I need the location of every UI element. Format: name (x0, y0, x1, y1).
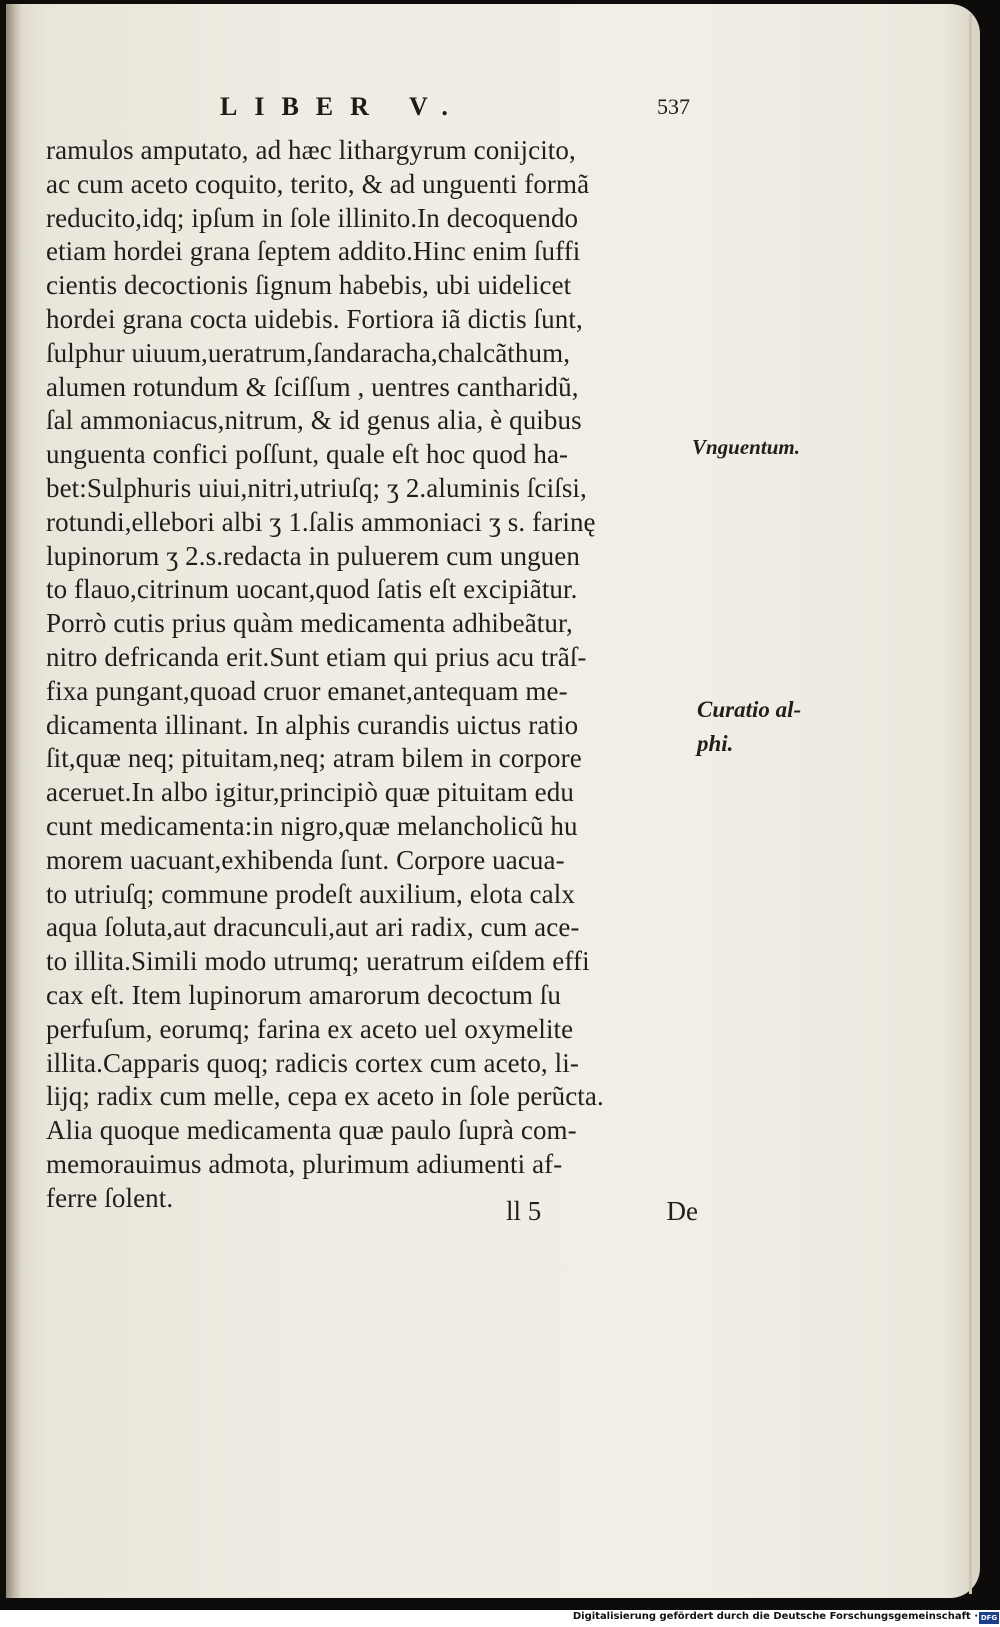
text-line: ferre ſolent. (46, 1182, 174, 1213)
margin-note-curatio-line-2: phi. (697, 731, 734, 756)
text-line: aceruet.In albo igitur,principiò quæ pituitam edu (46, 777, 574, 808)
text-line: memorauimus admota, plurimum adiumenti af- (46, 1148, 563, 1179)
text-line: ramulos amputato, ad hæc lithargyrum conijcito, (46, 135, 576, 165)
text-line: ſit,quæ neq; pituitam,neq; atram bilem in corpore (46, 743, 582, 774)
folio-number: 537 (657, 94, 690, 119)
running-head: LIBER V. (220, 92, 465, 121)
page-edge (969, 14, 972, 1594)
text-line: to flauo,citrinum uocant,quod ſatis eſt excipiãtur. (46, 574, 578, 605)
body-text (46, 134, 696, 1216)
page-spine-shadow (6, 4, 22, 1598)
text-line: to illita.Simili modo utrumq; ueratrum eiſdem effi (46, 946, 590, 977)
text-line: illita.Capparis quoq; radicis cortex cum aceto, li- (46, 1047, 579, 1078)
text-line: Alia quoque medicamenta quæ paulo ſuprà com- (46, 1115, 577, 1146)
digitization-credit-bar (0, 1610, 1000, 1627)
text-line: aqua ſoluta,aut dracunculi,aut ari radix, cum ace- (46, 912, 580, 943)
text-line: ſal ammoniacus,nitrum, & id genus alia, è quibus (46, 405, 582, 436)
text-line: cientis decoctionis ſignum habebis, ubi uidelicet (46, 270, 572, 301)
text-line: nitro defricanda erit.Sunt etiam qui prius acu trãſ- (46, 641, 587, 672)
text-line: etiam hordei grana ſeptem addito.Hinc enim ſuffi (46, 236, 581, 267)
page-header (220, 92, 690, 132)
text-line: unguenta confici poſſunt, quale eſt hoc quod ha- (46, 439, 569, 470)
text-line: cax eſt. Item lupinorum amarorum decoctum ſu (46, 979, 561, 1010)
text-line: dicamenta illinant. In alphis curandis uictus ratio (46, 709, 579, 740)
text-line: lupinorum ʒ 2.s.redacta in puluerem cum unguen (46, 540, 580, 571)
text-line: bet:Sulphuris uiui,nitri,utriuſq; ʒ 2.aluminis ſciſsi, (46, 472, 587, 503)
text-line: Porrò cutis prius quàm medicamenta adhibeãtur, (46, 608, 573, 639)
text-line: to utriuſq; commune prodeſt auxilium, elota calx (46, 878, 575, 909)
signature-mark: ll 5 (506, 1196, 542, 1226)
margin-note-unguentum: Vnguentum. (692, 435, 800, 459)
text-line: lijq; radix cum melle, cepa ex aceto in ſole perũcta. (46, 1081, 604, 1112)
text-line: morem uacuant,exhibenda ſunt. Corpore uacua- (46, 844, 565, 875)
text-line: ſulphur uiuum,ueratrum,ſandaracha,chalcãthum, (46, 337, 571, 368)
page-footer (500, 1196, 700, 1232)
digitization-credit: Digitalisierung gefördert durch die Deutsche Forschungsgemeinschaft · (572, 1611, 978, 1622)
text-line: reducito,idq; ipſum in ſole illinito.In decoquendo (46, 202, 579, 233)
text-line: hordei grana cocta uidebis. Fortiora iã dictis ſunt, (46, 303, 583, 334)
dfg-logo-icon: DFG (980, 1614, 998, 1622)
text-line: perfuſum, eorumq; farina ex aceto uel oxymelite (46, 1013, 574, 1044)
text-line: rotundi,ellebori albi ʒ 1.ſalis ammoniaci ʒ s. farinę (46, 506, 596, 537)
text-line: cunt medicamenta:in nigro,quæ melancholicũ hu (46, 810, 578, 841)
text-line: alumen rotundum & ſciſſum , uentres cantharidũ, (46, 371, 579, 402)
catchword: De (666, 1196, 698, 1226)
text-line: fixa pungant,quoad cruor emanet,antequam me- (46, 675, 568, 706)
text-line: ac cum aceto coquito, terito, & ad unguenti formã (46, 168, 590, 199)
margin-note-curatio-line-1: Curatio al- (697, 697, 802, 722)
